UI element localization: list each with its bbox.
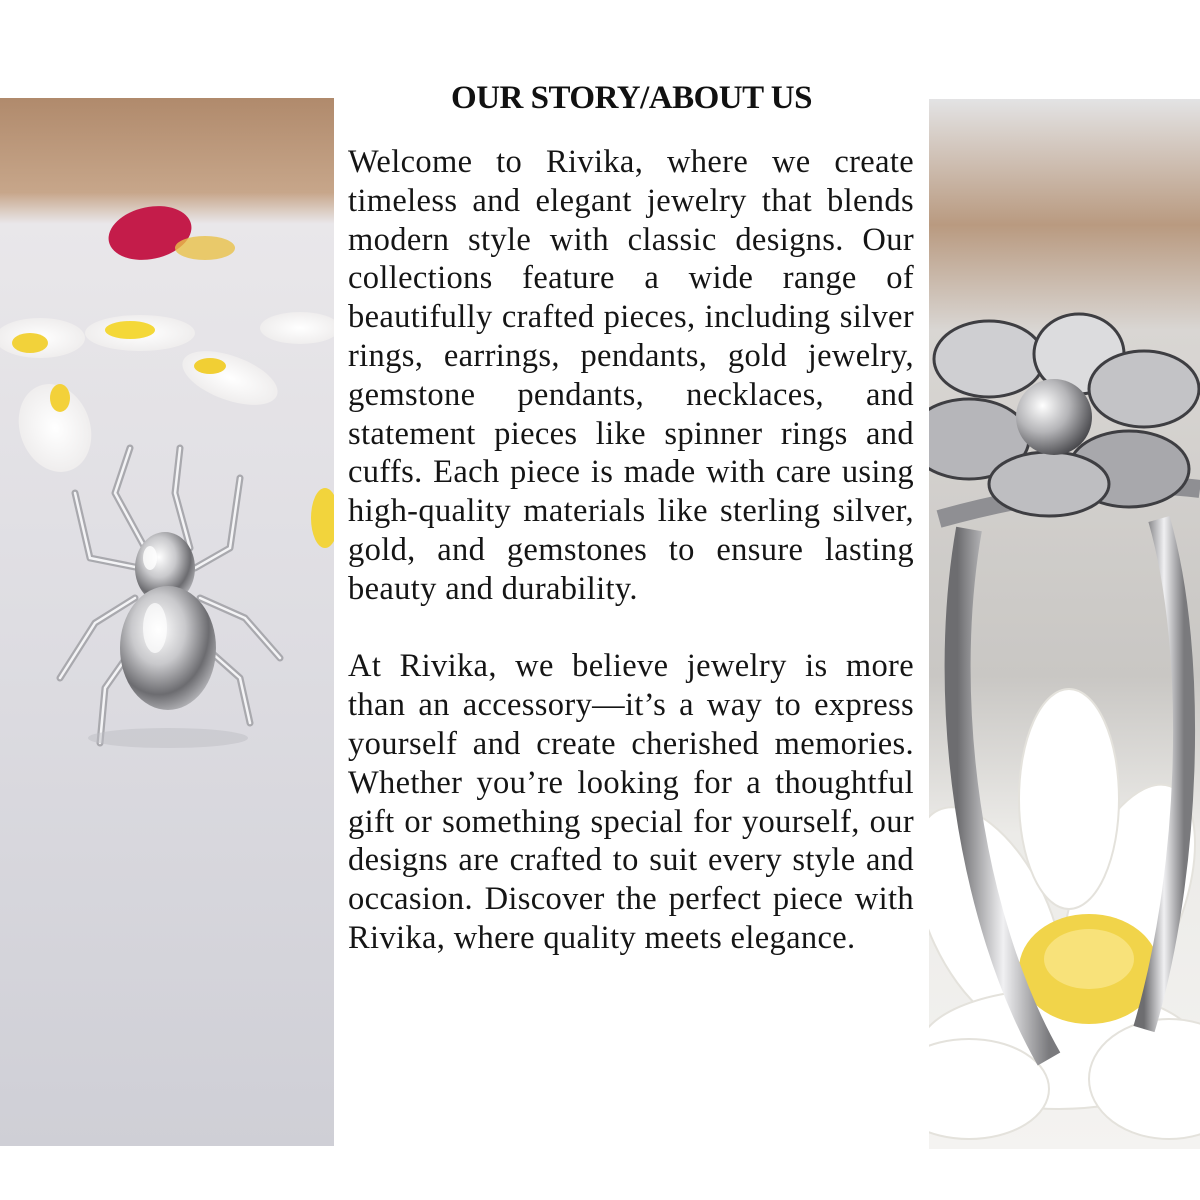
flower-ring-image — [929, 99, 1200, 1149]
spider-jewelry-photo — [0, 98, 334, 1146]
story-paragraph-1: Welcome to Rivika, where we create timeless and elegant jewelry that blends modern style with classic designs. Our collections feature a wide range of beautifully crafted pieces, including silver rings, earrings, pendants, gold jewelry, gemstone pendants, necklaces, and statement pieces like spinner rings and cuffs. Each piece is made with care using high-quality materials like sterling silver, gold, and gemstones to ensure lasting beauty and durability. — [348, 144, 914, 607]
spider-jewelry-image — [0, 98, 334, 1146]
page-title: OUR STORY/ABOUT US — [451, 80, 812, 116]
about-us-text — [348, 143, 914, 997]
flower-ring-photo — [929, 99, 1200, 1149]
story-paragraph-2: At Rivika, we believe jewelry is more than an accessory—it’s a way to express yourself and create cherished memories. Whether you’re looking for a thoughtful gift or something special for yourself, our designs are crafted to suit every style and occasion. Discover the perfect piece with Rivika, where quality meets elegance. — [348, 648, 914, 956]
